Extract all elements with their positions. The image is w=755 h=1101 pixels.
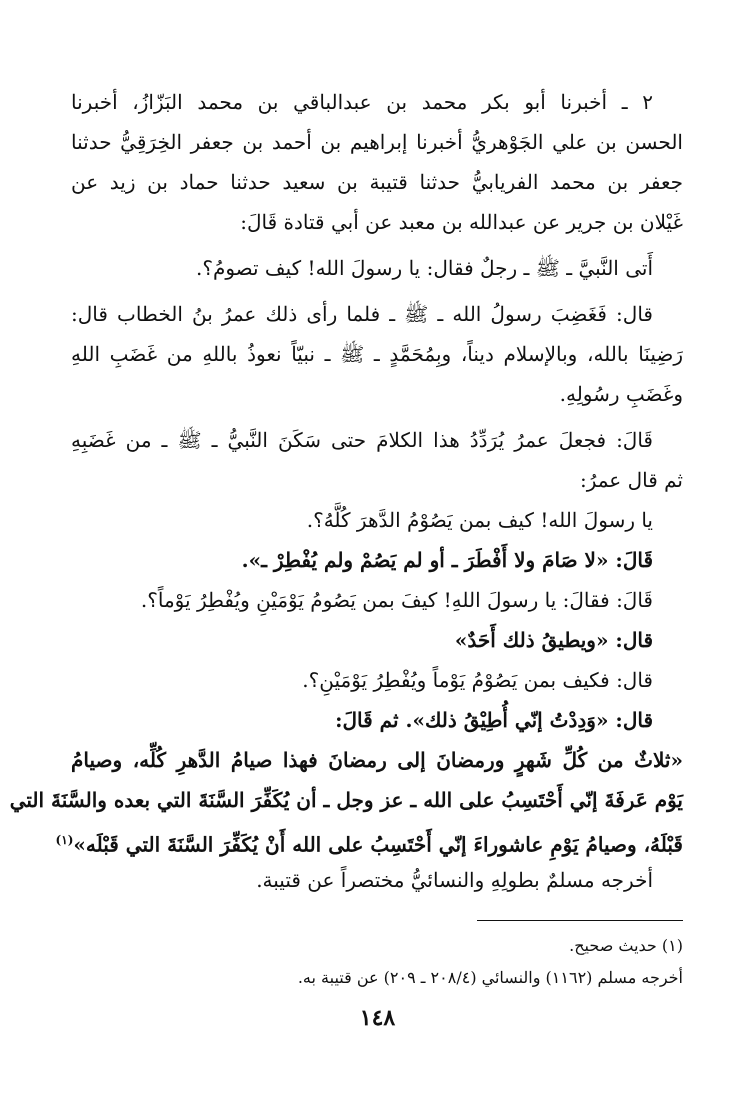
text-line: قَالَ: فقالَ: يا رسولَ اللهِ! كيفَ بمن يَصُومُ يَوْمَيْنِ ويُفْطِرُ يَوْماً؟. [140, 588, 653, 612]
text-line: جعفر بن محمد الفريابيُّ حدثنا قتيبة بن سعيد حدثنا حماد بن زيد عن [71, 170, 683, 194]
footnote-marker: (١) [55, 833, 74, 847]
text-line-content: قَبْلَهُ، وصيامُ يَوْمِ عاشوراءَ إنّي أَحْتَسِبُ على الله أَنْ يُكَفِّرَ السَّنَةَ التي قَبْلَه» [73, 832, 683, 857]
text-line: رَضِينَا بالله، وبالإسلام ديناً، وبِمُحَمَّدٍ ـ ﷺ ـ نبيّاً نعوذُ باللهِ من غَضَبِ اللهِ [71, 342, 683, 366]
text-line: أَتى النَّبيَّ ـ ﷺ ـ رجلٌ فقال: يا رسولَ الله! كيف تصومُ؟. [195, 256, 653, 280]
text-line: أخرجه مسلمٌ بطولِهِ والنسائيُّ مختصراً عن قتيبة. [256, 868, 653, 892]
text-line: قال: «وَدِدْتُ إنّي أُطِيْقُ ذلك». ثم قَالَ: [335, 708, 653, 732]
text-line: ٢ ـ أخبرنا أبو بكر محمد بن عبدالباقي بن محمد البَزّازُ، أخبرنا [71, 90, 653, 114]
text-line: قال: فَغَضِبَ رسولُ الله ـ ﷺ ـ فلما رأى ذلك عمرُ بنُ الخطاب قال: [71, 302, 653, 326]
text-line: وغَضَبِ رسُولِهِ. [559, 382, 683, 406]
text-line: قال: فكيف بمن يَصُوْمُ يَوْماً ويُفْطِرُ يَوْمَيْنِ؟. [302, 668, 653, 692]
page-number: ١٤٨ [359, 1005, 396, 1031]
hadith-text [9, 82, 683, 900]
text-line: قال: «ويطيقُ ذلك أَحَدٌ» [454, 628, 653, 652]
text-line: قَالَ: فجعلَ عمرُ يُرَدِّدُ هذا الكلامَ حتى سَكَنَ النَّبيُّ ـ ﷺ ـ من غَضَبِهِ [71, 428, 653, 452]
footnote-line: أخرجه مسلم (١١٦٢) والنسائي (٢٠٨/٤ ـ ٢٠٩) عن قتيبة به. [297, 968, 683, 987]
text-line: الحسن بن علي الجَوْهريُّ أخبرنا إبراهيم بن أحمد بن جعفر الخِرَقِيُّ حدثنا [71, 130, 683, 154]
text-line: «ثلاثٌ من كُلِّ شَهرٍ ورمضانَ إلى رمضانَ فهذا صيامُ الدَّهرِ كُلِّه، وصيامُ [71, 748, 683, 772]
text-line: ثم قال عمرُ: [579, 468, 683, 492]
footnote-line: (١) حديث صحيح. [569, 936, 683, 955]
text-line: يا رسولَ الله! كيف بمن يَصُوْمُ الدَّهرَ كُلَّهُ؟. [306, 508, 653, 532]
footnotes [71, 930, 683, 994]
footnote-divider [477, 920, 683, 921]
text-line: يَوْم عَرفَةَ إنّي أَحْتَسِبُ على الله ـ عز وجل ـ أن يُكَفِّرَ السَّنَةَ التي بعده والسَّنَةَ التي [9, 788, 683, 812]
text-line-with-footnote [55, 820, 683, 860]
text-line: غَيْلان بن جرير عن عبدالله بن معبد عن أبي قتادة قَالَ: [240, 210, 683, 234]
text-line: قَالَ: «لا صَامَ ولا أَفْطَرَ ـ أو لم يَصُمْ ولم يُفْطِرْ ـ». [241, 548, 653, 572]
